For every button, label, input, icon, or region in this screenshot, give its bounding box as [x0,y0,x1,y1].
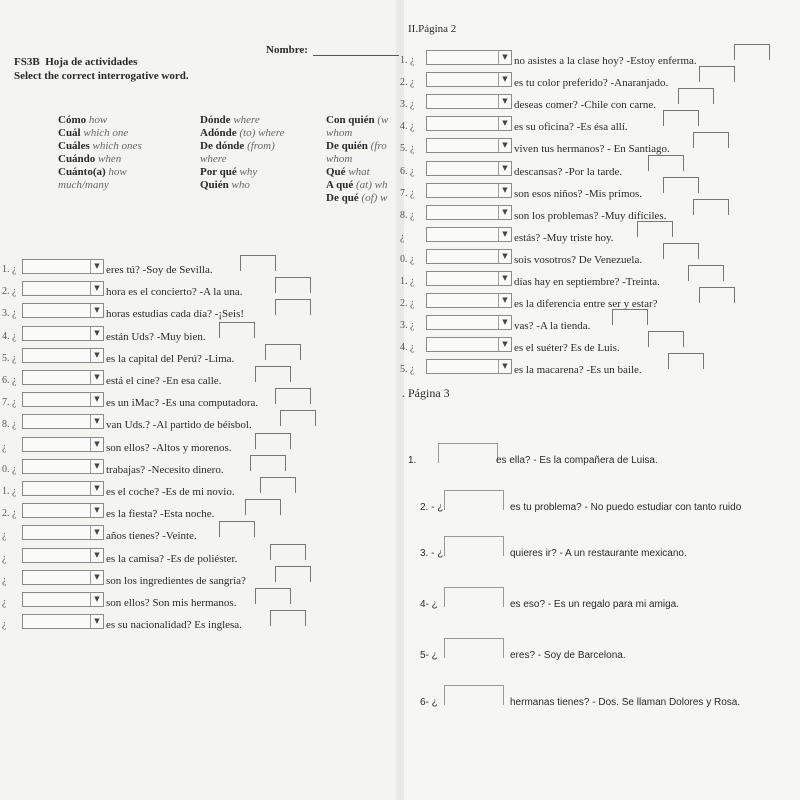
answer-check-box [275,566,311,582]
answer-text-box[interactable] [444,490,504,510]
word-english: how [108,166,127,178]
word-spanish: Adónde [200,127,237,139]
answer-dropdown[interactable] [22,370,104,385]
chevron-down-icon[interactable]: ▼ [90,593,103,606]
answer-dropdown[interactable] [426,249,512,264]
question-number: 0. ¿ [400,253,415,265]
answer-check-box [648,155,684,171]
word-english: whom [326,127,353,139]
question-number: 6. ¿ [2,375,17,386]
answer-check-box [699,287,735,303]
chevron-down-icon[interactable]: ▼ [90,415,103,428]
word-english: who [231,179,250,191]
question-number: 1. ¿ [400,276,415,287]
word-english: (fro [370,140,387,152]
answer-dropdown[interactable] [22,348,104,363]
question-number: 5. ¿ [400,143,415,155]
word-bank-entry [200,179,250,192]
question-number: 4. ¿ [400,342,415,354]
question-number: 1. ¿ [2,486,17,497]
question-number: 2. ¿ [400,298,415,310]
chevron-down-icon[interactable]: ▼ [90,438,103,451]
answer-check-box [255,433,291,449]
question-number: 5- ¿ [420,650,438,661]
worksheet-page-1 [0,0,396,800]
chevron-down-icon[interactable]: ▼ [90,549,103,562]
chevron-down-icon[interactable]: ▼ [498,250,511,263]
word-english: when [98,153,122,165]
answer-dropdown[interactable] [22,259,104,274]
question-text: hermanas tienes? - Dos. Se llaman Dolores y Rosa. [510,697,741,708]
answer-text-box[interactable] [438,443,498,463]
question-text: viven tus hermanos? - En Santiago. [514,143,670,156]
word-spanish: Qué [326,166,346,178]
question-number: ¿ [2,574,7,586]
answer-check-box [275,299,311,315]
answer-check-box [275,277,311,293]
word-bank-entry [58,140,142,153]
question-number: 3. - ¿ [420,548,444,559]
question-text: son esos niños? -Mis primos. [514,187,643,200]
question-number: ¿ [2,619,7,631]
question-text: es el suéter? Es de Luis. [514,342,620,355]
chevron-down-icon[interactable]: ▼ [90,482,103,495]
word-english: whom [326,153,353,165]
question-text: eres tú? -Soy de Sevilla. [106,264,213,276]
answer-dropdown[interactable] [426,183,512,198]
chevron-down-icon[interactable]: ▼ [498,360,511,373]
question-number: 4. ¿ [400,121,415,133]
question-text: son ellos? -Altos y morenos. [106,441,232,454]
answer-check-box [693,199,729,215]
question-text: es su oficina? -Es ésa allí. [514,121,628,134]
question-text: es la macarena? -Es un baile. [514,364,642,377]
worksheet-title: Hoja de actividades [45,56,138,68]
question-text: años tienes? -Veinte. [106,530,197,543]
answer-check-box [734,44,770,60]
answer-dropdown[interactable] [426,94,512,109]
word-english: which ones [92,140,142,152]
word-spanish: Cuáles [58,140,90,152]
word-spanish: Cómo [58,114,87,126]
chevron-down-icon[interactable]: ▼ [90,260,103,273]
word-english: (at) wh [355,179,388,191]
word-spanish: Quién [200,179,229,191]
chevron-down-icon[interactable]: ▼ [498,162,511,175]
question-text: quieres ir? - A un restaurante mexicano. [510,548,687,559]
word-spanish: Por qué [200,166,237,178]
word-bank-entry [326,192,387,205]
question-number: ¿ [2,552,7,564]
word-spanish: Cuándo [58,153,96,165]
word-spanish: De dónde [200,140,245,152]
answer-dropdown[interactable] [22,392,104,407]
word-bank-entry [200,127,285,140]
chevron-down-icon[interactable]: ▼ [90,327,103,340]
question-text: estás? -Muy triste hoy. [514,231,614,244]
question-number: 6- ¿ [420,697,438,708]
answer-dropdown[interactable] [22,570,104,585]
answer-dropdown[interactable] [22,592,104,607]
word-spanish: De quién [326,140,368,152]
question-text: están Uds? -Muy bien. [106,330,206,343]
question-text: días hay en septiembre? -Treinta. [514,276,660,288]
chevron-down-icon[interactable]: ▼ [498,206,511,219]
answer-dropdown[interactable] [426,293,512,308]
word-spanish: Cuál [58,127,81,139]
word-english: where [200,153,227,165]
word-english: (to) where [239,127,285,139]
name-label: Nombre: [266,44,308,56]
question-number: 2. - ¿ [420,502,444,513]
question-number: 8. ¿ [400,209,415,221]
question-text: vas? -A la tienda. [514,320,591,333]
question-text: son ellos? Son mis hermanos. [106,597,237,609]
answer-dropdown[interactable] [426,227,512,242]
answer-check-box [219,521,255,537]
question-number: ¿ [2,441,7,453]
chevron-down-icon[interactable]: ▼ [90,504,103,517]
word-spanish: Dónde [200,114,231,126]
chevron-down-icon[interactable]: ▼ [498,73,511,86]
question-number: ¿ [2,597,7,608]
word-bank-entry [326,179,387,192]
question-number: 1. [408,455,417,466]
chevron-down-icon[interactable]: ▼ [90,460,103,473]
question-number: 8. ¿ [2,419,17,431]
question-text: es eso? - Es un regalo para mi amiga. [510,599,679,610]
question-text: es la capital del Perú? -Lima. [106,352,235,365]
chevron-down-icon[interactable]: ▼ [498,294,511,307]
answer-dropdown[interactable] [22,414,104,429]
answer-check-box [260,477,296,493]
question-number: 1. ¿ [400,55,415,66]
chevron-down-icon[interactable]: ▼ [90,282,103,295]
answer-check-box [693,132,729,148]
question-text: deseas comer? -Chile con carne. [514,99,657,112]
chevron-down-icon[interactable]: ▼ [90,304,103,317]
word-bank-entry [326,153,352,166]
question-text: son los problemas? -Muy difíciles. [514,209,667,222]
question-number: 5. ¿ [400,364,415,376]
worksheet-page-2 [400,0,800,800]
answer-text-box[interactable] [444,685,504,705]
answer-check-box [255,588,291,604]
word-bank-entry [326,140,387,153]
question-text: horas estudias cada día? -¡Seis! [106,308,245,321]
question-number: 3. ¿ [2,308,17,320]
question-text: es la diferencia entre ser y estar? [514,298,658,311]
chevron-down-icon[interactable]: ▼ [90,526,103,539]
question-text: no asistes a la clase hoy? -Estoy enferma. [514,55,697,67]
word-english: how [88,114,108,126]
word-spanish: Con quién [326,114,375,126]
answer-text-box[interactable] [444,536,504,556]
section-2-title: II.Página 2 [408,23,457,35]
word-spanish: De qué [326,192,359,204]
word-english: why [239,166,258,178]
answer-check-box [688,265,724,281]
answer-check-box [699,66,735,82]
answer-check-box [219,322,255,338]
answer-dropdown[interactable] [22,281,104,296]
word-bank-entry [58,166,127,179]
answer-dropdown[interactable] [22,437,104,452]
question-text: es tu color preferido? -Anaranjado. [514,77,669,90]
chevron-down-icon[interactable]: ▼ [90,371,103,384]
answer-dropdown[interactable] [22,548,104,563]
answer-dropdown[interactable] [426,315,512,330]
question-number: 7. ¿ [400,187,415,199]
word-english: much/many [58,179,109,191]
question-number: ¿ [400,231,405,243]
chevron-down-icon[interactable]: ▼ [498,139,511,152]
question-text: está el cine? -En esa calle. [106,375,222,387]
word-bank-entry [326,127,352,140]
word-bank-entry [200,140,275,153]
course-title [14,56,137,68]
instruction: Select the correct interrogative word. [14,70,189,82]
chevron-down-icon[interactable]: ▼ [498,95,511,108]
question-number: 1. ¿ [2,264,17,275]
answer-check-box [275,388,311,404]
answer-dropdown[interactable] [22,303,104,318]
question-text: es un iMac? -Es una computadora. [106,397,259,410]
answer-check-box [270,544,306,560]
question-text: trabajas? -Necesito dinero. [106,463,224,476]
question-number: 7. ¿ [2,397,17,409]
answer-check-box [678,88,714,104]
answer-dropdown[interactable] [22,481,104,496]
word-bank-entry [326,114,388,127]
answer-text-box[interactable] [444,638,504,658]
question-text: es tu problema? - No puedo estudiar con tanto ruido [510,502,742,513]
answer-check-box [663,243,699,259]
answer-check-box [280,410,316,426]
answer-dropdown[interactable] [22,459,104,474]
answer-check-box [265,344,301,360]
question-number: 2. ¿ [2,286,17,298]
answer-check-box [255,366,291,382]
answer-dropdown[interactable] [22,503,104,518]
word-bank-entry [58,127,128,140]
course-code: FS3B [14,56,40,68]
question-text: es su nacionalidad? Es inglesa. [106,619,242,632]
answer-dropdown[interactable] [426,116,512,131]
question-text: es el coche? -Es de mi novio. [106,486,235,498]
answer-dropdown[interactable] [426,50,512,65]
word-bank-entry [58,114,107,127]
answer-check-box [240,255,276,271]
question-number: 4- ¿ [420,599,438,610]
answer-dropdown[interactable] [22,326,104,341]
answer-dropdown[interactable] [426,205,512,220]
word-english: where [233,114,260,126]
answer-dropdown[interactable] [426,72,512,87]
answer-check-box [668,353,704,369]
word-bank-entry [58,179,109,192]
word-english: (from) [247,140,275,152]
chevron-down-icon[interactable]: ▼ [498,272,511,285]
question-text: van Uds.? -Al partido de béisbol. [106,419,252,432]
question-text: eres? - Soy de Barcelona. [510,650,626,661]
name-line[interactable] [313,54,399,56]
chevron-down-icon[interactable]: ▼ [90,349,103,362]
question-number: 4. ¿ [2,330,17,342]
chevron-down-icon[interactable]: ▼ [498,117,511,130]
answer-check-box [245,499,281,515]
chevron-down-icon[interactable]: ▼ [498,184,511,197]
word-spanish: A qué [326,179,354,191]
answer-dropdown[interactable] [426,359,512,374]
chevron-down-icon[interactable]: ▼ [498,228,511,241]
question-number: 0. ¿ [2,463,17,475]
question-text: son los ingredientes de sangría? [106,574,246,587]
chevron-down-icon[interactable]: ▼ [498,51,511,64]
word-bank-entry [200,153,226,166]
question-text: es la camisa? -Es de poliéster. [106,552,238,565]
answer-check-box [250,455,286,471]
word-bank-entry [326,166,370,179]
answer-dropdown[interactable] [426,161,512,176]
question-number: 6. ¿ [400,165,415,177]
question-number: 3. ¿ [400,320,415,332]
word-bank-entry [58,153,121,166]
answer-dropdown[interactable] [426,138,512,153]
answer-check-box [270,610,306,626]
question-number: 2. ¿ [400,77,415,89]
question-number: 3. ¿ [400,99,415,111]
chevron-down-icon[interactable]: ▼ [90,615,103,628]
chevron-down-icon[interactable]: ▼ [90,393,103,406]
word-english: (of) w [361,192,388,204]
answer-check-box [612,309,648,325]
chevron-down-icon[interactable]: ▼ [498,338,511,351]
answer-dropdown[interactable] [22,525,104,540]
answer-dropdown[interactable] [426,337,512,352]
answer-dropdown[interactable] [426,271,512,286]
answer-check-box [637,221,673,237]
question-text: es la fiesta? -Esta noche. [106,508,215,521]
question-text: descansas? -Por la tarde. [514,165,623,178]
question-text: hora es el concierto? -A la una. [106,286,243,299]
section-3-title: . Página 3 [402,386,450,400]
question-number: 2. ¿ [2,508,17,520]
word-english: what [348,166,370,178]
question-number: 5. ¿ [2,352,17,364]
word-english: (w [377,114,389,126]
chevron-down-icon[interactable]: ▼ [90,571,103,584]
chevron-down-icon[interactable]: ▼ [498,316,511,329]
word-spanish: Cuánto(a) [58,166,106,178]
answer-check-box [663,177,699,193]
answer-check-box [648,331,684,347]
question-number: ¿ [2,530,7,542]
answer-dropdown[interactable] [22,614,104,629]
word-bank-entry [200,114,260,127]
answer-check-box [663,110,699,126]
question-text: sois vosotros? De Venezuela. [514,253,643,266]
answer-text-box[interactable] [444,587,504,607]
word-bank-entry [200,166,257,179]
question-text: es ella? - Es la compañera de Luisa. [496,455,658,466]
word-english: which one [83,127,129,139]
